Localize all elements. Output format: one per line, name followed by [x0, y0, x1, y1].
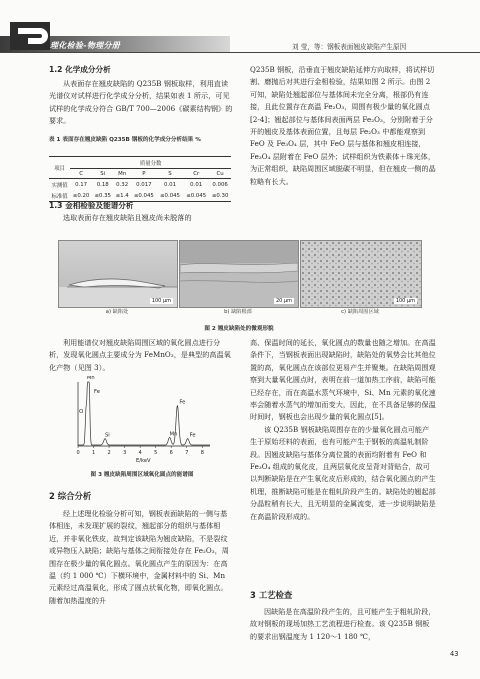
table-element-header: C	[70, 169, 92, 179]
table-1-caption: 表 1 表面存在翘皮缺陷 Q235B 钢板的化学成分分析结果 %	[49, 137, 201, 143]
peak-label: O	[79, 408, 84, 415]
table-header-group: 质量分数	[70, 157, 231, 169]
peak-label: Fe	[189, 432, 196, 439]
left-top-text	[49, 78, 234, 128]
x-tick-label: 0	[76, 450, 80, 456]
paragraph: 经上述理化检验分析可知，钢板表面缺陷的一侧与基体相连，未发现扩展的裂纹，翘起部分的组织与基体相近，并非氧化铁皮，故判定该缺陷为翘皮缺陷，不是裂纹或异物压入缺陷；缺陷与基体之间衔接处存在 Fe₂O₃，周围存在极少量的氧化圆点。氧化圆点产生的原因为：在高温（约 1 000 ℃）下横环境中，金属材料中的 Si、Mn 元素经过高温氧化，形成了圆点状氧化物，即氧化圆点。随着加热温度的升	[49, 509, 229, 605]
table-cell: 0.18	[96, 181, 109, 188]
subcaption-c: c) 缺陷周围区域	[341, 309, 379, 315]
x-axis-label: E/keV	[136, 458, 151, 464]
right-bottom-text	[250, 337, 436, 523]
table-cell: ≤0.045	[131, 190, 157, 202]
micrograph-c	[300, 240, 422, 308]
section-2-heading: 2 综合分析	[49, 491, 92, 501]
x-tick-label: 1	[92, 450, 96, 456]
table-element-header: Si	[92, 169, 114, 179]
peak-label: Fe	[94, 389, 100, 396]
table-1	[49, 156, 231, 202]
table-row-label: 实测值	[51, 182, 68, 189]
micrograph-a	[58, 240, 178, 308]
paragraph: 选取表面存在翘皮缺陷且翘皮尚未脱落的	[63, 213, 192, 222]
scale-bar-a: 100 μm	[151, 298, 171, 304]
table-row-label: 标准值	[49, 190, 70, 202]
table-cell: 0.006	[212, 181, 228, 188]
x-tick-label: 8	[200, 450, 204, 456]
table-cell: 0.32	[116, 181, 129, 188]
peak-label: Mn	[169, 431, 178, 438]
table-cell: ≤0.20	[70, 190, 92, 202]
peak-label: Fe	[179, 399, 186, 406]
table-row	[49, 179, 231, 191]
section-3-heading: 3 工艺检查	[250, 590, 293, 600]
left-bottom-text	[49, 508, 234, 607]
page-number: 43	[450, 650, 459, 658]
peak-label: Si	[105, 432, 110, 439]
table-cell: ≤0.045	[183, 190, 209, 202]
figure-2-caption: 图 2 翘皮缺陷处的微观形貌	[204, 326, 274, 332]
journal-name: 理化检验-物理分册	[50, 41, 121, 50]
x-tick-label: 2	[107, 450, 111, 456]
header-rule	[0, 52, 480, 53]
subcaption-b: b) 缺陷根部	[224, 309, 252, 315]
section-1-3-heading: 1.3 金相检验及能谱分析	[49, 201, 134, 210]
paragraph: 因缺陷是在高温阶段产生的，且可能产生于粗轧阶段，故对钢板的现场加热工艺流程进行检查。该 Q235B 钢板的要求出钢温度为 1 120～1 180 ℃，	[250, 607, 436, 641]
scale-bar-b: 20 μm	[275, 298, 292, 304]
paragraph: 从表面存在翘皮缺陷的 Q235B 钢板取样，利用直读光谱仪对试样进行化学成分分析，结果如表 1 所示，可见试样的化学成分符合 GB/T 700—2006《碳素结构钢》的要求。	[49, 79, 233, 126]
paragraph: 该 Q235B 钢板缺陷周围存在的少量氧化圆点可能产生于原始坯料的表面，也有可能产生于钢板的高温轧制阶段。因翘皮缺陷与基体分离位置的表面均附着有 FeO 和 Fe₃O₄ 组成的氧化皮，且两层氧化皮呈背对背贴合，故可以判断缺陷是在产生氧化皮后形成的，结合氧化圆点的产生机理，推断缺陷可能是在粗轧阶段产生的。缺陷处的翘起部分晶粒稍有长大，且无明显的金属流变，进一步说明缺陷是在高温阶段形成的。	[250, 424, 436, 521]
table-cell: ≤0.045	[157, 190, 183, 202]
running-title: 刘 莹，等：钢板表面翘皮缺陷产生原因	[292, 43, 407, 51]
table-element-header: P	[131, 169, 157, 179]
table-cell: 0.01	[190, 181, 203, 188]
eds-spectrum-plot	[60, 376, 220, 466]
paragraph: 高、保温时间的延长，氧化圆点的数量也随之增加。在高温条件下，当钢板表面出现缺陷时，缺陷处的氧势会比其他位置的高，氧化圆点在该部位更易产生并聚集。在缺陷周围观察到大量氧化圆点时，表明在前一道加热工序前，缺陷可能已经存在，而在高温水蒸气环境中，Si、Mn 元素的氧化速率会随着水蒸气的增加而变大，因此，在不具备足够的保温时间时，钢板也会出现少量的氧化圆点[5]。	[250, 338, 436, 422]
paragraph: 利用能谱仪对翘皮缺陷周围区域的氧化圆点进行分析，发现氧化圆点主要成分为 FeMnO₃，是典型的高温氧化产物（见图 3）。	[49, 338, 231, 372]
peak-label: Mn	[86, 376, 95, 381]
x-tick-label: 4	[138, 450, 142, 456]
x-tick-label: 6	[169, 450, 173, 456]
scale-bar-c: 100 μm	[395, 298, 415, 304]
left-top-text-2	[49, 212, 234, 224]
section-1-2-heading: 1.2 化学成分分析	[49, 65, 111, 74]
figure-3-caption: 图 3 翘皮缺陷周围区域氧化圆点的能谱图	[90, 472, 194, 478]
left-mid-text	[49, 337, 234, 374]
table-cell: ≤1.4	[114, 190, 131, 202]
right-top-text	[250, 64, 436, 188]
right-bottom-text-2	[250, 606, 436, 643]
x-tick-label: 7	[185, 450, 189, 456]
table-cell: 0.17	[75, 181, 88, 188]
table-cell: 0.01	[164, 181, 177, 188]
table-cell: 0.017	[136, 181, 152, 188]
table-element-header: Mn	[114, 169, 131, 179]
table-cell: ≤0.30	[209, 190, 231, 202]
x-tick-label: 3	[123, 450, 127, 456]
subcaption-a: a) 缺陷处	[105, 309, 129, 315]
table-element-header: Cr	[183, 169, 209, 179]
paragraph: Q235B 钢板，沿垂直于翘皮缺陷延伸方向取样，将试样切割、磨抛后对其进行金相检验，结果如图 2 所示。由图 2 可知，缺陷处翘起部位与基体间未完全分离，根部仍有连接，且此位置存在高温 Fe₂O₃，周围有极少量的氧化圆点[2-4]；翘起部位与基体间表面两层 Fe₂O₃，分别附着于分开的翘皮及基体表面位置，且每层 Fe₂O₃ 中都能观察到 FeO 及 Fe₃O₄ 层，其中 FeO 层与基体和翘皮相连接，Fe₃O₄ 层附着在 FeO 层外；试样组织为铁素体＋珠光体，为正常组织，缺陷周围区域脱碳不明显，但在翘皮一侧的晶粒略有长大。	[250, 65, 436, 186]
table-element-header: S	[157, 169, 183, 179]
x-tick-label: 5	[154, 450, 158, 456]
table-element-header: Cu	[209, 169, 231, 179]
table-cell: ≤0.35	[92, 190, 114, 202]
table-header-item: 项目	[49, 157, 70, 179]
micrograph-b	[179, 240, 299, 308]
eds-spectrum	[60, 376, 220, 466]
